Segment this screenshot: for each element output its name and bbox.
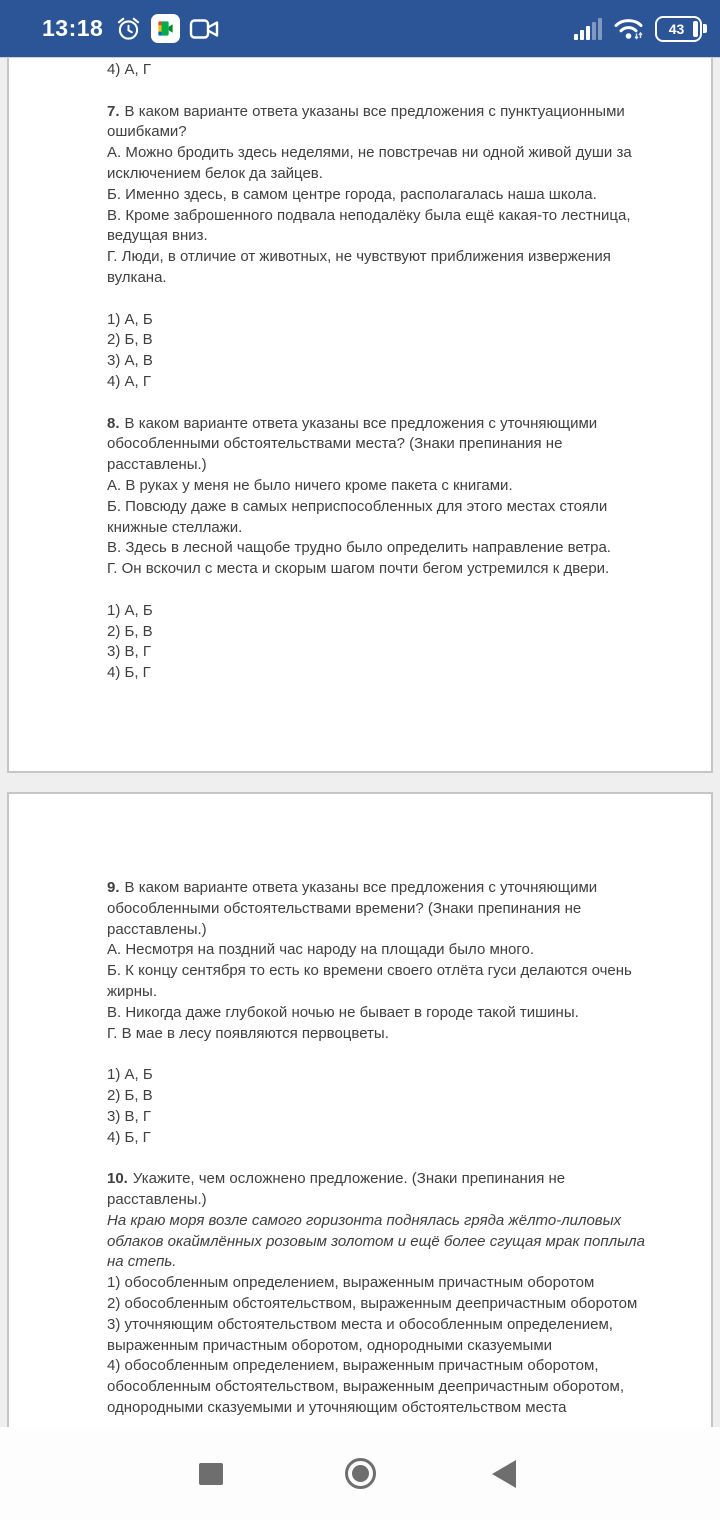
document-text-line bbox=[107, 940, 655, 961]
line-text: ошибками? bbox=[107, 123, 187, 141]
document-text-line bbox=[107, 1315, 655, 1336]
line-text: Укажите, чем осложнено предложение. (Знаки препинания не bbox=[132, 1170, 566, 1188]
blank-line bbox=[107, 580, 655, 601]
document-text-line bbox=[107, 1169, 655, 1190]
line-text: Б. Именно здесь, в самом центре города, располагалась наша школа. bbox=[107, 185, 597, 203]
line-text: 1) обособленным определением, выраженным причастным оборотом bbox=[107, 1274, 595, 1292]
page-content bbox=[9, 58, 711, 684]
meet-app-icon bbox=[151, 14, 180, 43]
line-text: 3) В, Г bbox=[107, 643, 151, 661]
wifi-icon bbox=[612, 15, 645, 42]
line-text: Б. Повсюду даже в самых неприспособленных для этого местах стояли bbox=[107, 497, 608, 515]
line-text: Г. Люди, в отличие от животных, не чувствуют приближения извержения bbox=[107, 248, 611, 266]
document-text-line bbox=[107, 1294, 655, 1315]
line-text: А. Несмотря на поздний час народу на площади было много. bbox=[107, 941, 535, 959]
line-text: книжные стеллажи. bbox=[107, 518, 243, 536]
line-text: Г. В мае в лесу появляются первоцветы. bbox=[107, 1024, 389, 1042]
document-text-line bbox=[107, 1232, 655, 1253]
line-text: расставлены.) bbox=[107, 456, 207, 474]
document-text-line bbox=[107, 476, 655, 497]
document-text-line bbox=[107, 497, 655, 518]
blank-line bbox=[107, 1148, 655, 1169]
line-text: 2) Б, В bbox=[107, 331, 153, 349]
document-text-line bbox=[107, 920, 655, 941]
document-text-line bbox=[107, 226, 655, 247]
document-text-line bbox=[107, 1356, 655, 1377]
document-text-line bbox=[107, 601, 655, 622]
line-text: 1) А, Б bbox=[107, 310, 153, 328]
document-text-line bbox=[107, 663, 655, 684]
back-icon bbox=[492, 1460, 516, 1488]
line-text: В. Здесь в лесной чащобе трудно было определить направление ветра. bbox=[107, 539, 611, 557]
camcorder-icon bbox=[189, 17, 220, 41]
document-text-line bbox=[107, 268, 655, 289]
document-text-line bbox=[107, 247, 655, 268]
battery-icon bbox=[655, 16, 702, 42]
line-text: обособленными обстоятельствами времени? (Знаки препинания не bbox=[107, 899, 582, 917]
line-text: 1) А, Б bbox=[107, 1066, 153, 1084]
line-text: Г. Он вскочил с места и скорым шагом почти бегом устремился к двери. bbox=[107, 560, 610, 578]
line-text: А. Можно бродить здесь неделями, не повстречав ни одной живой души за bbox=[107, 144, 632, 162]
home-icon bbox=[345, 1458, 376, 1489]
line-text: однородными сказуемыми и уточняющим обстоятельством места bbox=[107, 1398, 567, 1416]
line-text: обособленным обстоятельством, выраженным деепричастным оборотом, bbox=[107, 1378, 624, 1396]
blank-line bbox=[107, 1044, 655, 1065]
document-text-line bbox=[107, 310, 655, 331]
document-text-line bbox=[107, 1273, 655, 1294]
line-text: облаков окаймлённых розовым золотом и ещё более сгущая мрак поплыла bbox=[107, 1232, 645, 1250]
blank-line bbox=[107, 289, 655, 310]
line-text: 4) Б, Г bbox=[107, 1128, 151, 1146]
line-text: В. Никогда даже глубокой ночью не бывает в городе такой тишины. bbox=[107, 1003, 579, 1021]
line-text: ведущая вниз. bbox=[107, 227, 208, 245]
line-text: В. Кроме заброшенного подвала неподалёку была ещё какая-то лестница, bbox=[107, 206, 631, 224]
document-text-line bbox=[107, 622, 655, 643]
document-text-line bbox=[107, 1190, 655, 1211]
document-text-line bbox=[107, 1336, 655, 1357]
question-number: 10. bbox=[107, 1170, 128, 1188]
document-text-line bbox=[107, 1128, 655, 1149]
line-text: В каком варианте ответа указаны все предложения с пунктуационными bbox=[124, 102, 625, 120]
battery-tip bbox=[703, 24, 707, 33]
line-text: В каком варианте ответа указаны все предложения с уточняющими bbox=[124, 879, 598, 896]
document-page bbox=[7, 58, 713, 773]
document-text-line bbox=[107, 1003, 655, 1024]
question-number: 7. bbox=[107, 102, 120, 120]
document-text-line bbox=[107, 372, 655, 393]
document-text-line bbox=[107, 1024, 655, 1045]
line-text: Б. К концу сентября то есть ко времени своего отлёта гуси делаются очень bbox=[107, 962, 632, 980]
line-text: В каком варианте ответа указаны все предложения с уточняющими bbox=[124, 414, 598, 432]
battery-percent: 43 bbox=[668, 20, 685, 37]
document-text-line bbox=[107, 1398, 655, 1419]
document-text-line bbox=[107, 1086, 655, 1107]
document-text-line bbox=[107, 1377, 655, 1398]
document-text-line bbox=[107, 1065, 655, 1086]
line-text: расставлены.) bbox=[107, 920, 207, 938]
line-text: 2) обособленным обстоятельством, выраженным деепричастным оборотом bbox=[107, 1294, 638, 1312]
line-text: 1) А, Б bbox=[107, 601, 153, 619]
document-text-line bbox=[107, 559, 655, 580]
document-text-line bbox=[107, 185, 655, 206]
document-text-line bbox=[107, 1107, 655, 1128]
line-text: обособленными обстоятельствами места? (Знаки препинания не bbox=[107, 435, 563, 453]
line-text: На краю моря возле самого горизонта поднялась гряда жёлто-лиловых bbox=[107, 1211, 622, 1229]
document-text-line bbox=[107, 122, 655, 143]
line-text: 3) В, Г bbox=[107, 1107, 151, 1125]
document-text-line bbox=[107, 538, 655, 559]
line-text: 2) Б, В bbox=[107, 1086, 153, 1104]
line-text: А. В руках у меня не было ничего кроме пакета с книгами. bbox=[107, 476, 513, 494]
document-scroll-area[interactable] bbox=[0, 57, 720, 1428]
document-text-line bbox=[107, 164, 655, 185]
recents-icon bbox=[199, 1463, 223, 1485]
document-text-line bbox=[107, 1252, 655, 1273]
line-text: 4) обособленным определением, выраженным причастным оборотом, bbox=[107, 1357, 599, 1375]
signal-icon bbox=[574, 18, 602, 40]
blank-line bbox=[107, 81, 655, 102]
document-text-line bbox=[107, 1211, 655, 1232]
document-text-line bbox=[107, 434, 655, 455]
line-text: расставлены.) bbox=[107, 1190, 207, 1208]
document-text-line bbox=[107, 143, 655, 164]
line-text: 2) Б, В bbox=[107, 622, 153, 640]
question-number: 9. bbox=[107, 879, 120, 896]
home-button[interactable] bbox=[320, 1427, 400, 1520]
line-text: жирны. bbox=[107, 982, 157, 1000]
document-text-line bbox=[107, 351, 655, 372]
status-bar bbox=[0, 0, 720, 57]
document-text-line bbox=[107, 102, 655, 123]
line-text: на степь. bbox=[107, 1253, 177, 1271]
page-content bbox=[9, 794, 711, 1419]
recents-button[interactable] bbox=[171, 1427, 251, 1520]
document-text-line bbox=[107, 878, 655, 899]
document-text-line bbox=[107, 982, 655, 1003]
alarm-icon bbox=[115, 15, 142, 42]
battery-fill bbox=[693, 21, 698, 37]
document-text-line bbox=[107, 206, 655, 227]
line-text: 4) А, Г bbox=[107, 372, 151, 390]
document-text-line bbox=[107, 961, 655, 982]
line-text: 4) А, Г bbox=[107, 61, 151, 78]
line-text: выраженным причастным оборотом, однородными сказуемыми bbox=[107, 1336, 553, 1354]
line-text: 3) уточняющим обстоятельством места и обособленным определением, bbox=[107, 1315, 613, 1333]
document-text-line bbox=[107, 518, 655, 539]
document-text-line bbox=[107, 60, 655, 81]
document-text-line bbox=[107, 414, 655, 435]
document-page bbox=[7, 792, 713, 1428]
line-text: вулкана. bbox=[107, 268, 167, 286]
line-text: 3) А, В bbox=[107, 352, 153, 370]
line-text: исключением белок да зайцев. bbox=[107, 164, 323, 182]
blank-line bbox=[107, 393, 655, 414]
clock-time: 13:18 bbox=[42, 15, 104, 41]
document-text-line bbox=[107, 330, 655, 351]
line-text: 4) Б, Г bbox=[107, 664, 151, 682]
back-button[interactable] bbox=[464, 1427, 544, 1520]
document-text-line bbox=[107, 642, 655, 663]
document-text-line bbox=[107, 455, 655, 476]
question-number: 8. bbox=[107, 414, 120, 432]
document-text-line bbox=[107, 899, 655, 920]
android-nav-bar bbox=[0, 1427, 720, 1520]
